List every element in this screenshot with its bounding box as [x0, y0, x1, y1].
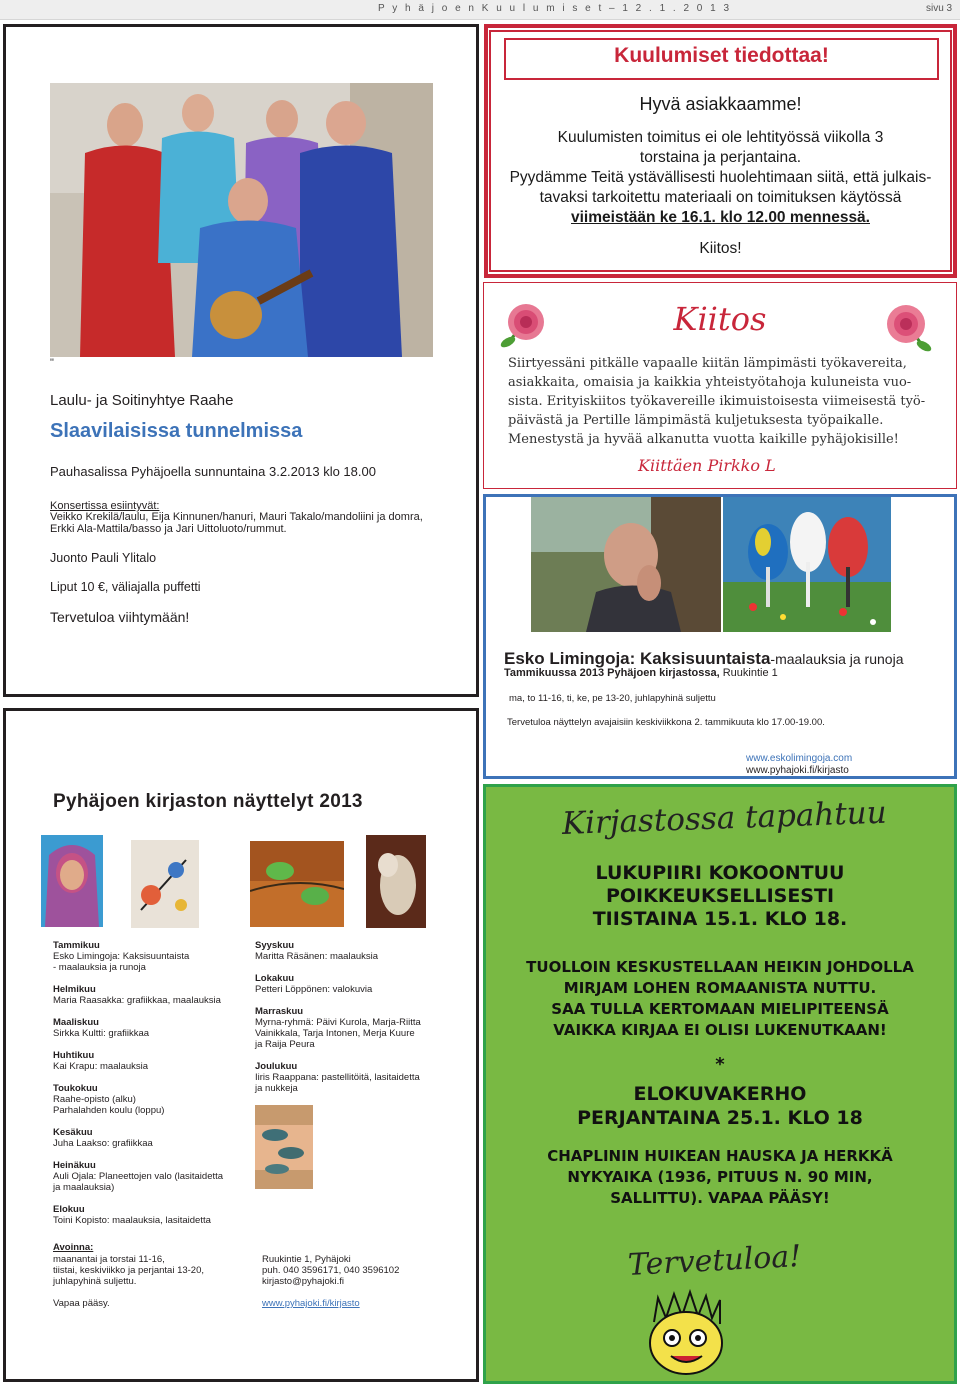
event-line: SAA TULLA KERTOMAAN MIELIPITEENSÄ	[551, 1000, 889, 1018]
film-details	[483, 1146, 957, 1209]
artwork-thumbnail	[366, 835, 426, 928]
exhibition-artist: Sirkka Kultti: grafiikkaa	[53, 1028, 150, 1039]
exhibition-month: Marraskuu	[255, 1006, 304, 1017]
performers-label: Konsertissa esiintyvät:	[50, 500, 160, 512]
notice-line: tavaksi tarkoitettu materiaali on toimituksen käytössä	[539, 189, 902, 206]
event-line: POIKKEUKSELLISESTI	[605, 885, 835, 907]
exhibition-entry	[53, 1083, 253, 1116]
event-line: PERJANTAINA 25.1. KLO 18	[577, 1107, 863, 1129]
exhibition-artist: Maria Raasakka: grafiikkaa, maalauksia	[53, 995, 221, 1006]
exhibition-artist: Auli Ojala: Planeettojen valo (lasitaidetta	[53, 1171, 224, 1182]
event-line: SALLITTU). VAPAA PÄÄSY!	[610, 1189, 830, 1207]
concert-headline: Slaavilaisissa tunnelmissa	[50, 420, 303, 442]
exhibition-title-bold: Esko Limingoja: Kaksisuuntaista	[504, 649, 771, 668]
exhibition-entry	[255, 1006, 455, 1050]
thanks-line: asiakkaita, omaisia ja kaikkia yhteistyötahoja kuluneista vuo-	[508, 375, 912, 390]
thanks-line: Menestystä ja hyvää alkanutta vuotta kaikille pyhäjokisille!	[508, 432, 899, 447]
free-entry: Vapaa pääsy.	[53, 1298, 110, 1309]
notice-line: Pyydämme Teitä ystävällisesti huolehtimaan siitä, että julkais-	[509, 169, 932, 186]
quote-mark: "	[50, 357, 54, 369]
opening-hours-label: Avoinna:	[53, 1242, 94, 1253]
exhibition-artist: Parhalahden koulu (loppu)	[53, 1105, 165, 1116]
exhibition-artist: Raahe-opisto (alku)	[53, 1094, 136, 1105]
artwork-thumbnail	[250, 841, 344, 927]
exhibition-entry	[255, 973, 455, 995]
exhibition-artist: ja maalauksia)	[53, 1182, 115, 1193]
page-number: sivu 3	[926, 3, 953, 14]
library-phone: puh. 040 3596171, 040 3596102	[262, 1265, 400, 1276]
film-club-announcement	[483, 1082, 957, 1130]
reading-circle-announcement	[483, 862, 957, 931]
exhibition-artist: Vainikkala, Tarja Intonen, Merja Kuure	[255, 1028, 415, 1039]
exhibition-entry	[53, 984, 253, 1006]
opening-hours-line: juhlapyhinä suljettu.	[53, 1276, 137, 1287]
notice-greeting: Hyvä asiakkaamme!	[639, 94, 802, 114]
event-line: TIISTAINA 15.1. KLO 18.	[592, 908, 848, 930]
thanks-title: Kiitos	[673, 300, 767, 338]
discussion-announcement	[483, 957, 957, 1041]
library-website-link[interactable]: www.pyhajoki.fi/kirjasto	[746, 765, 849, 776]
smiley-face-icon	[636, 1288, 736, 1383]
event-line: NYKYAIKA (1936, PITUUS N. 90 MIN,	[567, 1168, 873, 1186]
exhibition-artist: Iiris Raappana: pastellitöitä, lasitaidetta	[255, 1072, 420, 1083]
separator-star: *	[715, 1054, 725, 1075]
exhibition-month: Helmikuu	[53, 984, 96, 995]
performers-line: Erkki Ala-Mattila/basso ja Jari Uittoluoto/rummut.	[50, 523, 287, 535]
thanks-line: Siirtyessäni pitkälle vapaalle kiitän lämpimästi työkavereita,	[508, 356, 907, 371]
event-line: TUOLLOIN KESKUSTELLAAN HEIKIN JOHDOLLA	[526, 958, 914, 976]
publication-title: P y h ä j o e n K u u l u m i s e t – 1 2 . 1 . 2 0 1 3	[378, 3, 732, 14]
exhibition-artist: ja Raija Peura	[255, 1039, 315, 1050]
artist-photo	[531, 497, 721, 632]
notice-line: torstaina ja perjantaina.	[639, 149, 802, 166]
exhibitions-left-column	[53, 940, 253, 1237]
exhibition-title	[504, 649, 903, 669]
exhibition-month: Maaliskuu	[53, 1017, 99, 1028]
exhibition-artist: Juha Laakso: grafiikkaa	[53, 1138, 153, 1149]
exhibition-artist: Myrna-ryhmä: Päivi Kurola, Marja-Riitta	[255, 1017, 421, 1028]
exhibition-month: Elokuu	[53, 1204, 85, 1215]
exhibition-artist: Kai Krapu: maalauksia	[53, 1061, 149, 1072]
exhibition-subtitle-bold: Tammikuussa 2013 Pyhäjoen kirjastossa,	[504, 667, 720, 679]
exhibition-subtitle	[504, 667, 778, 679]
group-name: Laulu- ja Soitinyhtye Raahe	[50, 392, 234, 409]
event-line: ELOKUVAKERHO	[633, 1083, 807, 1105]
library-web-link[interactable]: www.pyhajoki.fi/kirjasto	[262, 1298, 360, 1309]
exhibition-month: Tammikuu	[53, 940, 100, 951]
opening-hours-line: maanantai ja torstai 11-16,	[53, 1254, 165, 1265]
exhibition-artist: Esko Limingoja: Kaksisuuntaista	[53, 951, 190, 962]
artist-website-link[interactable]: www.eskolimingoja.com	[746, 753, 853, 764]
exhibition-artist: Petteri Löppönen: valokuvia	[255, 984, 373, 995]
notice-thanks: Kiitos!	[699, 240, 742, 257]
artwork-thumbnail	[255, 1105, 313, 1189]
exhibition-month: Heinäkuu	[53, 1160, 96, 1171]
exhibition-artist: ja nukkeja	[255, 1083, 298, 1094]
artwork-thumbnail	[41, 835, 103, 927]
exhibition-entry	[53, 940, 253, 973]
exhibition-subtitle-rest: Ruukintie 1	[719, 667, 778, 679]
exhibition-month: Syyskuu	[255, 940, 295, 951]
exhibition-entry	[53, 1050, 253, 1072]
exhibition-entry	[53, 1017, 253, 1039]
exhibition-entry	[53, 1204, 253, 1226]
exhibition-month: Toukokuu	[53, 1083, 98, 1094]
notice-line: Kuulumisten toimitus ei ole lehtityössä viikolla 3	[557, 129, 884, 146]
events-welcome: Tervetuloa!	[627, 1238, 803, 1283]
events-heading: Kirjastossa tapahtuu	[561, 794, 888, 842]
library-title: Pyhäjoen kirjaston näyttelyt 2013	[53, 791, 363, 812]
exhibition-entry	[255, 940, 455, 962]
event-line: CHAPLININ HUIKEAN HAUSKA JA HERKKÄ	[547, 1147, 893, 1165]
welcome-text: Tervetuloa viihtymään!	[50, 609, 190, 625]
host-text: Juonto Pauli Ylitalo	[50, 551, 157, 565]
exhibitions-right-column	[255, 940, 455, 1105]
band-photo	[50, 83, 433, 357]
thanks-line: sista. Erityiskiitos työkavereille ikimuistoisesta viimeisestä työ-	[508, 394, 926, 409]
notice-deadline: viimeistään ke 16.1. klo 12.00 mennessä.	[571, 209, 870, 226]
exhibition-month: Joulukuu	[255, 1061, 298, 1072]
exhibition-opening: Tervetuloa näyttelyn avajaisiin keskiviikkona 2. tammikuuta klo 17.00-19.00.	[507, 717, 825, 728]
thanks-body	[508, 354, 925, 449]
exhibition-entry	[255, 1061, 455, 1094]
painting-trees	[723, 497, 891, 632]
thanks-line: päivästä ja Pertille lämpimästä kuljetuksesta työpaikalle.	[508, 413, 884, 428]
exhibition-entry	[53, 1127, 253, 1149]
exhibition-hours: ma, to 11-16, ti, ke, pe 13-20, juhlapyhinä suljettu	[509, 693, 716, 704]
artwork-thumbnail	[131, 840, 199, 928]
exhibition-month: Huhtikuu	[53, 1050, 95, 1061]
notice-title: Kuulumiset tiedottaa!	[614, 44, 829, 67]
exhibition-artist: Maritta Räsänen: maalauksia	[255, 951, 379, 962]
exhibition-month: Lokakuu	[255, 973, 295, 984]
concert-time: Pauhasalissa Pyhäjoella sunnuntaina 3.2.2013 klo 18.00	[50, 464, 376, 479]
exhibition-title-rest: -maalauksia ja runoja	[770, 651, 904, 667]
opening-hours-line: tiistai, keskiviikko ja perjantai 13-20,	[53, 1265, 205, 1276]
event-line: MIRJAM LOHEN ROMAANISTA NUTTU.	[563, 979, 877, 997]
event-line: VAIKKA KIRJAA EI OLISI LUKENUTKAAN!	[553, 1021, 887, 1039]
library-email[interactable]: kirjasto@pyhajoki.fi	[262, 1276, 344, 1287]
thanks-signature: Kiittäen Pirkko L	[638, 456, 776, 475]
library-address: Ruukintie 1, Pyhäjoki	[262, 1254, 351, 1265]
exhibition-artist: Toini Kopisto: maalauksia, lasitaidetta	[53, 1215, 211, 1226]
exhibition-artist: - maalauksia ja runoja	[53, 962, 146, 973]
exhibition-month: Kesäkuu	[53, 1127, 93, 1138]
event-line: LUKUPIIRI KOKOONTUU	[595, 862, 845, 884]
tickets-text: Liput 10 €, väliajalla puffetti	[50, 580, 201, 594]
performers-line: Veikko Krekilä/laulu, Eija Kinnunen/hanuri, Mauri Takalo/mandoliini ja domra,	[50, 511, 423, 523]
exhibition-entry	[53, 1160, 253, 1193]
